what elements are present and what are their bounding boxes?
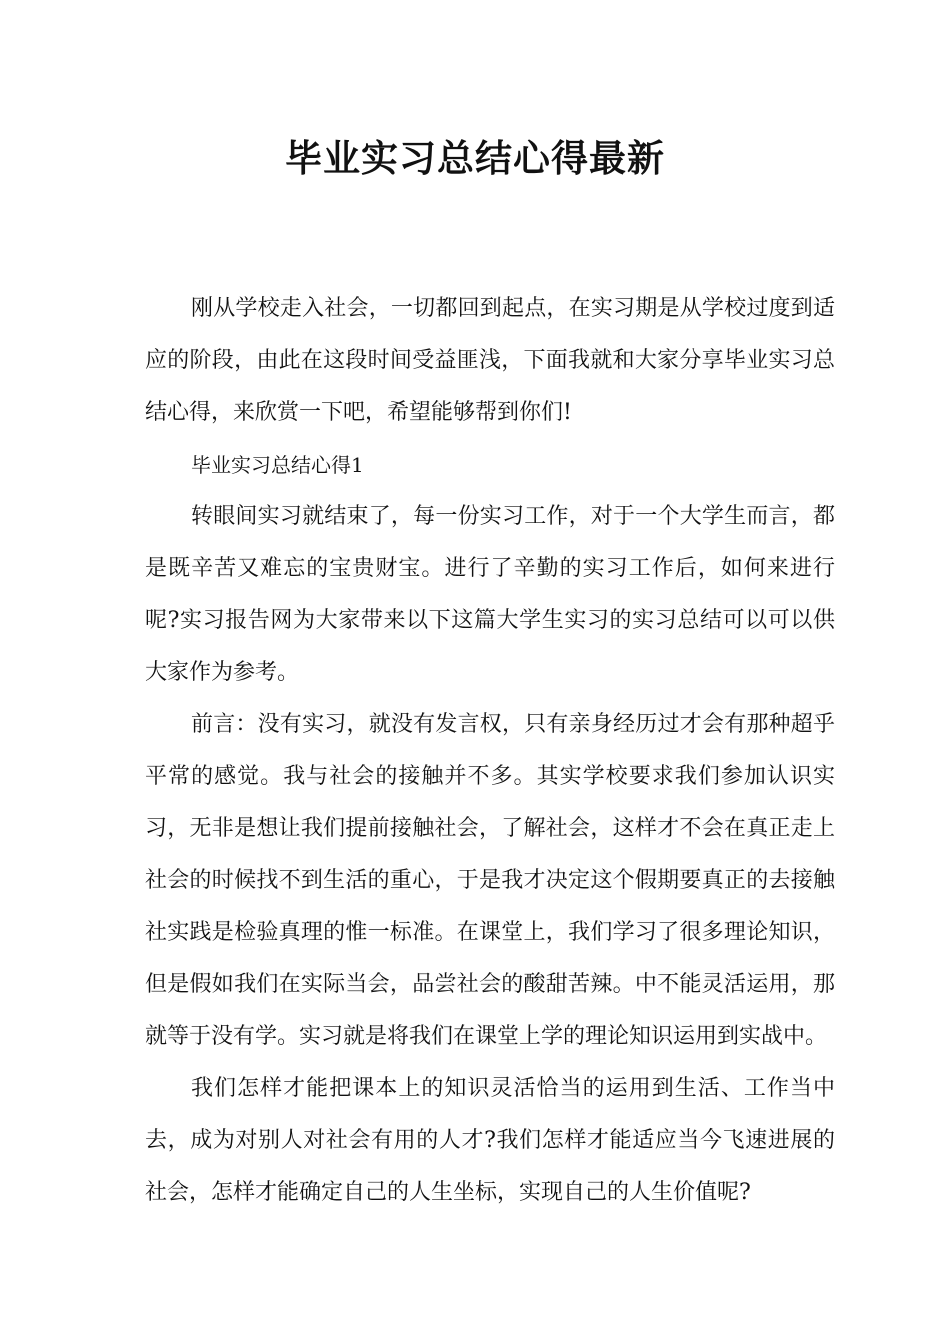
document-title: 毕业实习总结心得最新 (285, 137, 665, 180)
body-paragraph: 我们怎样才能把课本上的知识灵活恰当的运用到生活、工作当中去，成为对别人对社会有用的人才?我们怎样才能适应当今飞速进展的社会，怎样才能确定自己的人生坐标，实现自己的人生价值呢? (145, 1076, 835, 1205)
document-body (145, 283, 835, 1219)
section-heading: 毕业实习总结心得1 (191, 453, 364, 477)
body-paragraph: 前言：没有实习，就没有发言权，只有亲身经历过才会有那种超乎平常的感觉。我与社会的接触并不多。其实学校要求我们参加认识实习，无非是想让我们提前接触社会，了解社会，这样才不会在真正走上社会的时候找不到生活的重心，于是我才决定这个假期要真正的去接触社实践是检验真理的惟一标准。在课堂上，我们学习了很多理论知识，但是假如我们在实际当会，品尝社会的酸甜苦辣。中不能灵活运用，那就等于没有学。实习就是将我们在课堂上学的理论知识运用到实战中。 (145, 712, 835, 1049)
body-paragraph: 转眼间实习就结束了，每一份实习工作，对于一个大学生而言，都是既辛苦又难忘的宝贵财宝。进行了辛勤的实习工作后，如何来进行呢?实习报告网为大家带来以下这篇大学生实习的实习总结可以可以供大家作为参考。 (145, 504, 835, 685)
intro-paragraph: 刚从学校走入社会，一切都回到起点，在实习期是从学校过度到适应的阶段，由此在这段时间受益匪浅，下面我就和大家分享毕业实习总结心得，来欣赏一下吧，希望能够帮到你们! (145, 296, 835, 425)
